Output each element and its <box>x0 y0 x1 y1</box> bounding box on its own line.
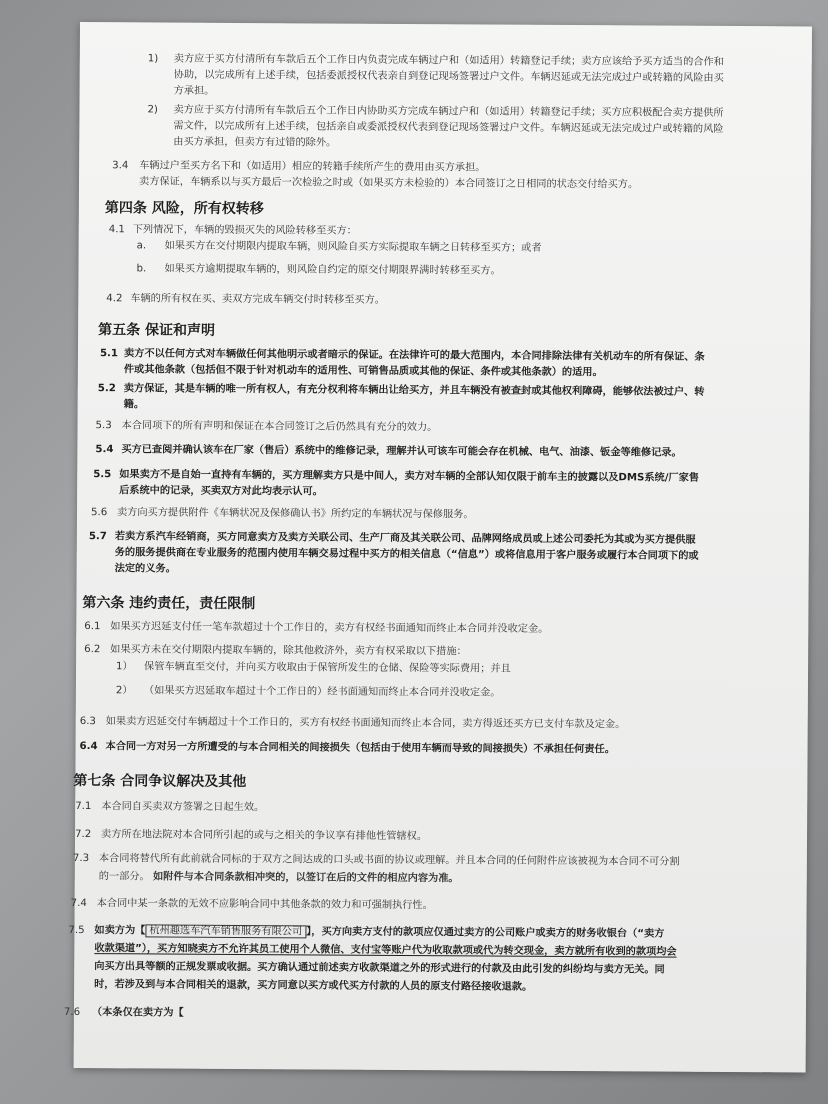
article-heading: 第四条 风险，所有权转移 <box>104 200 264 218</box>
clause-number: 7.2 <box>75 828 92 841</box>
clause-text: 收款渠道”），买方知晓卖方不允许其员工使用个人微信、支付宝等账户代为收取款项或代为转交现金，卖方就所有收到的款项均会 <box>94 943 677 958</box>
clause-number: 4.1 <box>108 224 125 236</box>
clause-text: 向买方出具等额的正规发票或收据。买方确认通过前述卖方收款渠道之外的形式进行的付款及由此引发的纠纷均与卖方无关。同 <box>94 961 665 976</box>
clause-text: （如果买方迟延取车超过十个工作日的）经书面通知而终止本合同并没收定金。 <box>143 685 501 699</box>
contract-page <box>63 22 812 1072</box>
article-heading: 第七条 合同争议解决及其他 <box>73 772 247 791</box>
clause-text: 卖方应于买方付清所有车款后五个工作日内协助买方完成车辆过户和（如适用）转籍登记手续；买方应积极配合卖方提供所 <box>173 104 724 119</box>
clause-text: 本合同一方对另一方所遭受的与本合同相关的间接损失（包括由于使用车辆而导致的间接损失）不承担任何责任。 <box>105 741 615 756</box>
clause-text: 时，若涉及到与本合同相关的退款，买方同意以买方或代买方付款的人员的原支付路径接收退款。 <box>94 979 533 993</box>
clause-number: 2) <box>147 104 158 116</box>
clause-text: 卖方向买方提供附件《车辆状况及保修确认书》所约定的车辆状况与保修服务。 <box>116 507 474 521</box>
clause-text: 如果卖方迟延交付车辆超过十个工作日的，买方有权经书面通知而终止本合同，卖方得返还买方已支付车款及定金。 <box>105 716 626 731</box>
clause-text: 务的服务提供商在专业服务的范围内使用车辆交易过程中买方的相关信息（“信息”）或将信息用于客户服务或履行本合同项下的或 <box>114 547 699 562</box>
clause-number: 5.2 <box>97 383 116 395</box>
clause-text: 本合同项下的所有声明和保证在本合同签订之后仍然具有充分的效力。 <box>121 420 438 434</box>
clause-text: 卖方所在地法院对本合同所引起的或与之相关的争议享有排他性管辖权。 <box>101 829 428 843</box>
clause-text: 籍。 <box>123 399 145 411</box>
clause-text: 件或其他条款（包括但不限于针对机动车的适用性、可销售品质或其他的保证、条件或其他条款）的适用。 <box>123 364 603 379</box>
clause-text: 若卖方系汽车经销商，买方同意卖方及卖方关联公司、生产厂商及其关联公司、品牌网络成员或上述公司委托为其或为买方提供服 <box>114 531 696 546</box>
clause-text: 下列情况下，车辆的毁损灭失的风险转移至买方： <box>132 224 357 237</box>
clause-text: 如果卖方不是自始一直持有车辆的，买方理解卖方只是中间人，卖方对车辆的全部认知仅限于前车主的披露以及DMS系统/厂家售 <box>119 469 700 484</box>
clause-text-part: 的一部分。 <box>98 871 150 883</box>
clause-text: 方承担。 <box>173 85 215 97</box>
clause-text <box>94 924 664 941</box>
clause-number: 6.2 <box>84 644 101 656</box>
clause-text: 车辆的所有权在买、卖双方完成车辆交付时转移至买方。 <box>130 293 386 306</box>
clause-text: 如果买方迟延支付任一笔车款超过十个工作日的，卖方有权经书面通知而终止本合同并没收定金。 <box>110 621 549 635</box>
clause-number: 7.6 <box>63 1006 81 1019</box>
clause-number: 5.1 <box>99 348 119 360</box>
clause-number: 6.4 <box>79 741 98 753</box>
clause-text: （本条仅在卖方为【 <box>91 1007 184 1019</box>
company-name-box: 杭州趣选车汽车销售服务有限公司 <box>145 924 306 938</box>
clause-text: 本合同将替代所有此前就合同标的于双方之间达成的口头或书面的协议或理解。并且本合同的任何附件应该被视为本合同不可分割 <box>98 853 680 868</box>
clause-text: 需文件，以完成所有上述手续，包括亲自或委派授权代表到登记现场签署过户文件。车辆迟延或无法完成过户或转籍的风险 <box>173 120 724 135</box>
clause-number: 1） <box>116 661 133 673</box>
clause-text: 如果买方未在交付期限内提取车辆的，除其他救济外，卖方有权采取以下措施： <box>110 644 467 658</box>
clause-number: 6.1 <box>84 621 101 633</box>
clause-text: 由买方承担，但卖方有过错的除外。 <box>173 136 337 149</box>
clause-text: 本合同自买卖双方签署之日起生效。 <box>101 801 265 814</box>
clause-text-part: 】，买方向卖方支付的款项应仅通过卖方的公司账户或卖方的财务收银台（“卖方 <box>306 926 665 940</box>
clause-number: a. <box>136 240 147 252</box>
clause-number: b. <box>136 263 147 275</box>
clause-number: 7.1 <box>75 800 92 813</box>
clause-number: 5.5 <box>93 469 112 481</box>
article-heading: 第六条 违约责任，责任限制 <box>82 595 256 613</box>
clause-text: 法定的义务。 <box>114 563 176 575</box>
clause-number: 5.3 <box>95 420 112 432</box>
clause-number: 5.4 <box>95 444 114 456</box>
clause-number: 4.2 <box>106 293 123 305</box>
clause-text-bold: 如附件与本合同条款相冲突的，以签订在后的文件的相应内容为准。 <box>152 871 459 885</box>
clause-text: 保管车辆直至交付，并向买方收取由于保管所发生的仓储、保险等实际费用；并且 <box>144 661 511 675</box>
clause-text: 如果买方在交付期限内提取车辆，则风险自买方实际提取车辆之日转移至买方；或者 <box>164 240 542 254</box>
clause-text: 协助，以完成所有上述手续，包括委派授权代表亲自到登记现场签署过户文件。车辆迟延或无法完成过户或转籍的风险由买 <box>173 69 724 84</box>
clause-number: 7.4 <box>70 897 87 910</box>
clause-number: 5.7 <box>88 531 107 543</box>
clause-text: 车辆过户至买方名下和（如适用）相应的转籍手续所产生的费用由买方承担。 <box>139 160 486 174</box>
clause-number: 7.3 <box>72 852 90 865</box>
clause-text: 如果买方逾期提取车辆的，则风险自约定的原交付期限界满时转移至买方。 <box>164 263 501 277</box>
clause-number: 3.4 <box>112 160 129 172</box>
clause-number: 6.3 <box>79 716 96 728</box>
clause-number: 7.5 <box>68 924 85 937</box>
clause-text: 买方已查阅并确认该车在厂家（售后）系统中的维修记录，理解并认可该车可能会存在机械、电气、油漆、钣金等维修记录。 <box>121 444 682 459</box>
clause-text: 卖方保证，其是车辆的唯一所有权人，有充分权利将车辆出让给买方，并且车辆没有被查封或其他权利障碍，能够依法被过户、转 <box>123 383 705 398</box>
clause-text: 卖方保证，车辆系以与买方最后一次检验之时或（如果买方未检验的）本合同签订之日相同的状态交付给买方。 <box>138 176 639 191</box>
clause-number: 5.6 <box>90 507 108 519</box>
clause-number: 1) <box>147 53 159 65</box>
clause-text: 后系统中的记录，买卖双方对此均表示认可。 <box>119 485 323 498</box>
clause-text: 卖方应于买方付清所有车款后五个工作日内负责完成车辆过户和（如适用）转籍登记手续；卖方应该给予买方适当的合作和 <box>173 53 724 68</box>
clause-text: 卖方不以任何方式对车辆做任何其他明示或者暗示的保证。在法律许可的最大范围内，本合同排除法律有关机动车的所有保证、条 <box>123 348 705 363</box>
article-heading: 第五条 保证和声明 <box>98 322 216 339</box>
clause-text: 本合同中某一条款的无效不应影响合同中其他条款的效力和可强制执行性。 <box>96 898 433 912</box>
clause-text <box>99 870 459 886</box>
clause-number: 2） <box>115 685 133 697</box>
clause-text-part: 如卖方为【 <box>94 925 146 937</box>
